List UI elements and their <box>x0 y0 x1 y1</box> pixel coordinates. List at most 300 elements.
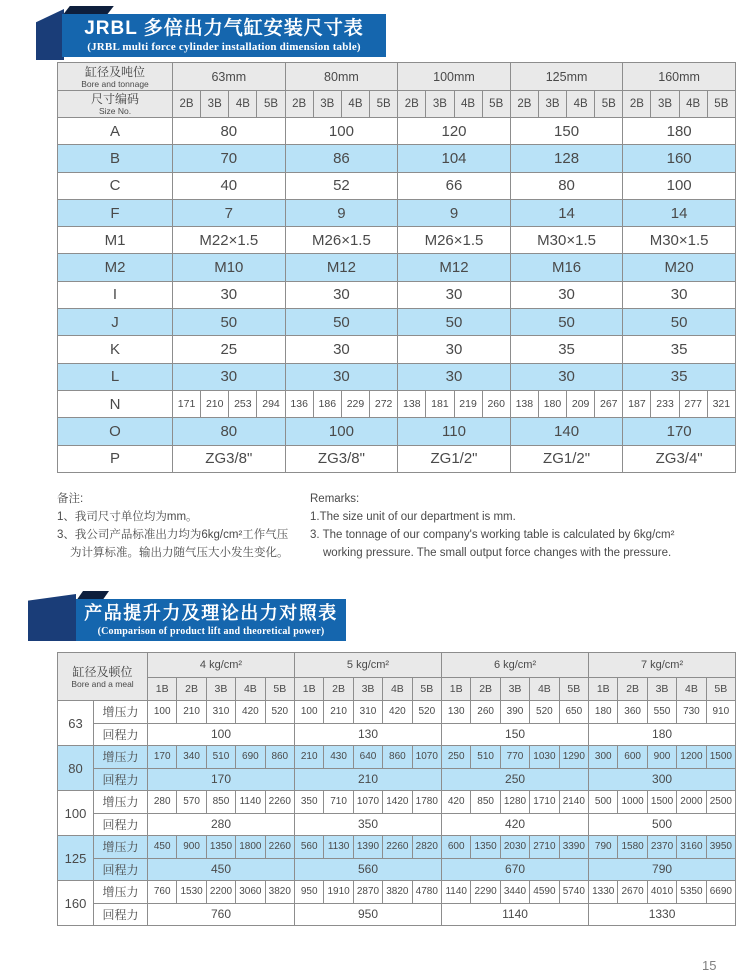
banner1-title-en: (JRBL multi force cylinder installation dimension table) <box>87 41 361 53</box>
row-label: M1 <box>58 227 173 254</box>
table1-row <box>58 254 736 281</box>
remark-zh-line: 3、我公司产品标准出力均为6kg/cm²工作气压 <box>57 529 289 541</box>
dim-value: M30×1.5 <box>510 227 623 254</box>
table2-boost-row <box>58 881 736 904</box>
boost-value: 2370 <box>647 836 676 859</box>
dim-value: 120 <box>398 118 511 145</box>
table2-header-row <box>58 653 736 678</box>
n-value: 321 <box>707 390 735 417</box>
dim-value: M12 <box>285 254 398 281</box>
lift-power-comparison-table <box>57 652 736 926</box>
dim-value: 25 <box>173 336 286 363</box>
table2-corner <box>58 653 148 701</box>
col-header-pressure: 7 kg/cm² <box>589 653 736 678</box>
page-number: 15 <box>702 958 717 972</box>
boost-value: 910 <box>706 701 735 724</box>
bore-label: 160 <box>58 881 94 926</box>
dim-value: 35 <box>623 336 736 363</box>
row-label: O <box>58 418 173 445</box>
n-value: 209 <box>567 390 595 417</box>
col-header-size-code: 5B <box>559 678 588 701</box>
boost-value: 2140 <box>559 791 588 814</box>
table2-boost-row <box>58 836 736 859</box>
boost-value: 6690 <box>706 881 735 904</box>
boost-value: 1350 <box>471 836 500 859</box>
col-header-size-code: 4B <box>229 91 257 118</box>
boost-value: 650 <box>559 701 588 724</box>
dim-value: 70 <box>173 145 286 172</box>
boost-value: 260 <box>471 701 500 724</box>
boost-value: 280 <box>148 791 177 814</box>
boost-value: 430 <box>324 746 353 769</box>
boost-value: 760 <box>148 881 177 904</box>
remark-zh-line: 备注: <box>57 493 84 505</box>
col-header-pressure: 6 kg/cm² <box>442 653 589 678</box>
dim-value: 50 <box>510 309 623 336</box>
col-header-size-code: 1B <box>148 678 177 701</box>
table2-return-row <box>58 723 736 746</box>
boost-value: 520 <box>265 701 294 724</box>
n-value: 277 <box>679 390 707 417</box>
dim-value: 104 <box>398 145 511 172</box>
force-type-label: 增压力 <box>94 791 148 814</box>
dim-value: 80 <box>510 172 623 199</box>
col-header-size-code: 3B <box>206 678 235 701</box>
dim-value: 50 <box>285 309 398 336</box>
boost-value: 1780 <box>412 791 441 814</box>
row-label: A <box>58 118 173 145</box>
col-header-size-code: 4B <box>383 678 412 701</box>
boost-value: 210 <box>324 701 353 724</box>
boost-value: 340 <box>177 746 206 769</box>
corner-label-en: Bore and a meal <box>71 678 134 689</box>
bore-label: 80 <box>58 746 94 791</box>
boost-value: 2670 <box>618 881 647 904</box>
n-value: 294 <box>257 390 285 417</box>
row-label: J <box>58 309 173 336</box>
force-type-label: 回程力 <box>94 903 148 926</box>
dim-value: 86 <box>285 145 398 172</box>
dim-value: ZG3/8" <box>173 445 286 472</box>
return-value: 420 <box>442 813 589 836</box>
boost-value: 600 <box>618 746 647 769</box>
col-header-size-code: 5B <box>265 678 294 701</box>
boost-value: 300 <box>589 746 618 769</box>
dim-value: 30 <box>623 281 736 308</box>
dim-value: ZG3/8" <box>285 445 398 472</box>
dim-value: M10 <box>173 254 286 281</box>
boost-value: 5740 <box>559 881 588 904</box>
return-value: 130 <box>295 723 442 746</box>
return-value: 170 <box>148 768 295 791</box>
dim-value: 7 <box>173 199 286 226</box>
boost-value: 770 <box>500 746 529 769</box>
boost-value: 710 <box>324 791 353 814</box>
dim-value: M26×1.5 <box>285 227 398 254</box>
dim-value: 52 <box>285 172 398 199</box>
dim-value: 110 <box>398 418 511 445</box>
col-header-size-code: 3B <box>647 678 676 701</box>
boost-value: 1140 <box>236 791 265 814</box>
col-header-size-code: 4B <box>567 91 595 118</box>
dim-value: 128 <box>510 145 623 172</box>
table1-row <box>58 145 736 172</box>
corner-label-zh: 缸径及吨位 <box>84 64 145 79</box>
boost-value: 1330 <box>589 881 618 904</box>
col-header-size-code: 3B <box>201 91 229 118</box>
boost-value: 100 <box>295 701 324 724</box>
table1-header-row <box>58 63 736 91</box>
boost-value: 180 <box>589 701 618 724</box>
table1-row <box>58 363 736 390</box>
n-value: 267 <box>595 390 623 417</box>
dim-value: 150 <box>510 118 623 145</box>
boost-value: 3950 <box>706 836 735 859</box>
corner-label-zh: 尺寸编码 <box>90 92 139 106</box>
boost-value: 850 <box>206 791 235 814</box>
boost-value: 2030 <box>500 836 529 859</box>
dim-value: 170 <box>623 418 736 445</box>
table2-subheader-row <box>58 678 736 701</box>
return-value: 670 <box>442 858 589 881</box>
n-value: 136 <box>285 390 313 417</box>
boost-value: 420 <box>442 791 471 814</box>
col-header-size-code: 2B <box>285 91 313 118</box>
boost-value: 210 <box>295 746 324 769</box>
boost-value: 420 <box>383 701 412 724</box>
boost-value: 950 <box>295 881 324 904</box>
remark-en-line: 3. The tonnage of our company's working table is calculated by 6kg/cm² <box>310 529 675 541</box>
n-value: 186 <box>313 390 341 417</box>
remark-zh-line: 为计算标准。输出力随气压大小发生变化。 <box>70 547 289 559</box>
col-header-size-code: 2B <box>471 678 500 701</box>
table2-return-row <box>58 858 736 881</box>
boost-value: 1910 <box>324 881 353 904</box>
boost-value: 2820 <box>412 836 441 859</box>
table1-row <box>58 281 736 308</box>
dim-value: M30×1.5 <box>623 227 736 254</box>
n-value: 272 <box>370 390 398 417</box>
table2-return-row <box>58 768 736 791</box>
boost-value: 390 <box>500 701 529 724</box>
dim-value: 30 <box>398 281 511 308</box>
row-label: L <box>58 363 173 390</box>
boost-value: 250 <box>442 746 471 769</box>
boost-value: 730 <box>677 701 706 724</box>
force-type-label: 增压力 <box>94 836 148 859</box>
dim-value: ZG1/2" <box>510 445 623 472</box>
col-header-size-code: 2B <box>173 91 201 118</box>
return-value: 760 <box>148 903 295 926</box>
boost-value: 2260 <box>383 836 412 859</box>
boost-value: 3060 <box>236 881 265 904</box>
force-type-label: 回程力 <box>94 768 148 791</box>
boost-value: 860 <box>265 746 294 769</box>
col-header-size-code: 4B <box>530 678 559 701</box>
remarks-block <box>57 490 735 562</box>
dim-value: 180 <box>623 118 736 145</box>
col-header-size-code: 3B <box>426 91 454 118</box>
boost-value: 2260 <box>265 836 294 859</box>
bore-label: 125 <box>58 836 94 881</box>
row-label: I <box>58 281 173 308</box>
dim-value: 30 <box>285 363 398 390</box>
banner2-title-en: (Comparison of product lift and theoretical power) <box>97 626 325 637</box>
row-label: F <box>58 199 173 226</box>
col-header-pressure: 4 kg/cm² <box>148 653 295 678</box>
dim-value: 30 <box>285 281 398 308</box>
table2-boost-row <box>58 746 736 769</box>
col-header-bore: 80mm <box>285 63 398 91</box>
installation-dimension-table <box>57 62 736 473</box>
boost-value: 2500 <box>706 791 735 814</box>
col-header-size-code: 5B <box>412 678 441 701</box>
col-header-size-code: 2B <box>618 678 647 701</box>
boost-value: 1500 <box>647 791 676 814</box>
table1-corner-top <box>58 63 173 91</box>
boost-value: 450 <box>148 836 177 859</box>
boost-value: 4780 <box>412 881 441 904</box>
table1-row <box>58 199 736 226</box>
n-value: 171 <box>173 390 201 417</box>
boost-value: 130 <box>442 701 471 724</box>
boost-value: 170 <box>148 746 177 769</box>
boost-value: 510 <box>471 746 500 769</box>
force-type-label: 增压力 <box>94 701 148 724</box>
dim-value: 100 <box>285 118 398 145</box>
boost-value: 520 <box>412 701 441 724</box>
n-value: 210 <box>201 390 229 417</box>
corner-label-en: Size No. <box>98 106 132 116</box>
boost-value: 500 <box>589 791 618 814</box>
col-header-size-code: 3B <box>353 678 382 701</box>
n-value: 260 <box>482 390 510 417</box>
n-value: 229 <box>341 390 369 417</box>
return-value: 500 <box>589 813 736 836</box>
return-value: 1140 <box>442 903 589 926</box>
return-value: 350 <box>295 813 442 836</box>
corner-label-zh: 缸径及顿位 <box>72 664 133 679</box>
boost-value: 310 <box>353 701 382 724</box>
return-value: 250 <box>442 768 589 791</box>
col-header-size-code: 4B <box>677 678 706 701</box>
boost-value: 1390 <box>353 836 382 859</box>
boost-value: 1140 <box>442 881 471 904</box>
force-type-label: 回程力 <box>94 813 148 836</box>
boost-value: 520 <box>530 701 559 724</box>
boost-value: 600 <box>442 836 471 859</box>
table2-boost-row <box>58 701 736 724</box>
boost-value: 3440 <box>500 881 529 904</box>
table1-subheader-row <box>58 91 736 118</box>
col-header-size-code: 2B <box>510 91 538 118</box>
table1-row <box>58 418 736 445</box>
col-header-size-code: 3B <box>651 91 679 118</box>
dim-value: 50 <box>173 309 286 336</box>
force-type-label: 回程力 <box>94 723 148 746</box>
dim-value: M12 <box>398 254 511 281</box>
remark-en-line: 1.The size unit of our department is mm. <box>310 511 516 523</box>
n-value: 180 <box>538 390 566 417</box>
col-header-size-code: 2B <box>324 678 353 701</box>
return-value: 210 <box>295 768 442 791</box>
banner1-title-zh: JRBL 多倍出力气缸安装尺寸表 <box>84 18 364 39</box>
boost-value: 210 <box>177 701 206 724</box>
boost-value: 1070 <box>412 746 441 769</box>
boost-value: 1000 <box>618 791 647 814</box>
row-label: N <box>58 390 173 417</box>
col-header-size-code: 4B <box>236 678 265 701</box>
dim-value: 30 <box>285 336 398 363</box>
dim-value: 9 <box>398 199 511 226</box>
force-type-label: 增压力 <box>94 746 148 769</box>
boost-value: 1420 <box>383 791 412 814</box>
col-header-size-code: 3B <box>500 678 529 701</box>
remarks-zh <box>57 490 310 562</box>
boost-value: 2290 <box>471 881 500 904</box>
col-header-size-code: 2B <box>623 91 651 118</box>
col-header-bore: 160mm <box>623 63 736 91</box>
boost-value: 3820 <box>265 881 294 904</box>
boost-value: 1800 <box>236 836 265 859</box>
boost-value: 1710 <box>530 791 559 814</box>
col-header-size-code: 5B <box>595 91 623 118</box>
col-header-size-code: 5B <box>370 91 398 118</box>
boost-value: 1580 <box>618 836 647 859</box>
col-header-size-code: 4B <box>341 91 369 118</box>
dim-value: 66 <box>398 172 511 199</box>
dim-value: 30 <box>173 281 286 308</box>
remark-zh-line: 1、我司尺寸单位均为mm。 <box>57 511 198 523</box>
boost-value: 2870 <box>353 881 382 904</box>
boost-value: 900 <box>177 836 206 859</box>
dim-value: 100 <box>285 418 398 445</box>
boost-value: 2200 <box>206 881 235 904</box>
boost-value: 640 <box>353 746 382 769</box>
boost-value: 100 <box>148 701 177 724</box>
return-value: 300 <box>589 768 736 791</box>
table1-row <box>58 172 736 199</box>
boost-value: 3160 <box>677 836 706 859</box>
boost-value: 2260 <box>265 791 294 814</box>
dim-value: 14 <box>510 199 623 226</box>
return-value: 790 <box>589 858 736 881</box>
force-type-label: 回程力 <box>94 858 148 881</box>
boost-value: 1500 <box>706 746 735 769</box>
boost-value: 560 <box>295 836 324 859</box>
col-header-size-code: 5B <box>257 91 285 118</box>
boost-value: 350 <box>295 791 324 814</box>
boost-value: 850 <box>471 791 500 814</box>
dim-value: 30 <box>398 363 511 390</box>
dim-value: 14 <box>623 199 736 226</box>
remark-en-line: working pressure. The small output force changes with the pressure. <box>323 547 672 559</box>
dim-value: 80 <box>173 418 286 445</box>
dim-value: 30 <box>510 281 623 308</box>
n-value: 138 <box>510 390 538 417</box>
boost-value: 2000 <box>677 791 706 814</box>
dim-value: 9 <box>285 199 398 226</box>
banner2-title-zh: 产品提升力及理论出力对照表 <box>84 603 338 623</box>
boost-value: 510 <box>206 746 235 769</box>
banner2 <box>76 599 346 641</box>
dim-value: 50 <box>398 309 511 336</box>
dim-value: 30 <box>398 336 511 363</box>
bore-label: 63 <box>58 701 94 746</box>
col-header-size-code: 5B <box>482 91 510 118</box>
boost-value: 3820 <box>383 881 412 904</box>
dim-value: ZG3/4" <box>623 445 736 472</box>
boost-value: 1030 <box>530 746 559 769</box>
dim-value: M16 <box>510 254 623 281</box>
boost-value: 860 <box>383 746 412 769</box>
boost-value: 790 <box>589 836 618 859</box>
row-label: K <box>58 336 173 363</box>
return-value: 100 <box>148 723 295 746</box>
col-header-size-code: 2B <box>398 91 426 118</box>
bore-label: 100 <box>58 791 94 836</box>
col-header-size-code: 1B <box>442 678 471 701</box>
table1-row <box>58 227 736 254</box>
return-value: 950 <box>295 903 442 926</box>
n-value: 219 <box>454 390 482 417</box>
boost-value: 2710 <box>530 836 559 859</box>
boost-value: 5350 <box>677 881 706 904</box>
col-header-size-code: 5B <box>706 678 735 701</box>
table1-row <box>58 336 736 363</box>
col-header-size-code: 4B <box>454 91 482 118</box>
corner-label-en: Bore and tonnage <box>81 78 149 89</box>
table1-row <box>58 309 736 336</box>
col-header-bore: 63mm <box>173 63 286 91</box>
col-header-size-code: 3B <box>538 91 566 118</box>
dim-value: 160 <box>623 145 736 172</box>
return-value: 280 <box>148 813 295 836</box>
col-header-bore: 125mm <box>510 63 623 91</box>
boost-value: 4590 <box>530 881 559 904</box>
boost-value: 1350 <box>206 836 235 859</box>
n-value: 233 <box>651 390 679 417</box>
col-header-size-code: 5B <box>707 91 735 118</box>
n-value: 253 <box>229 390 257 417</box>
table1-row <box>58 118 736 145</box>
col-header-size-code: 1B <box>295 678 324 701</box>
dim-value: 35 <box>510 336 623 363</box>
boost-value: 550 <box>647 701 676 724</box>
return-value: 180 <box>589 723 736 746</box>
return-value: 560 <box>295 858 442 881</box>
n-value: 181 <box>426 390 454 417</box>
return-value: 450 <box>148 858 295 881</box>
dim-value: ZG1/2" <box>398 445 511 472</box>
table1-corner-bottom <box>58 91 173 118</box>
table2-return-row <box>58 903 736 926</box>
banner1 <box>62 14 386 57</box>
boost-value: 1130 <box>324 836 353 859</box>
col-header-size-code: 2B <box>177 678 206 701</box>
dim-value: 35 <box>623 363 736 390</box>
boost-value: 1200 <box>677 746 706 769</box>
dim-value: M26×1.5 <box>398 227 511 254</box>
dim-value: 140 <box>510 418 623 445</box>
boost-value: 1070 <box>353 791 382 814</box>
dim-value: 80 <box>173 118 286 145</box>
return-value: 150 <box>442 723 589 746</box>
boost-value: 4010 <box>647 881 676 904</box>
boost-value: 900 <box>647 746 676 769</box>
row-label: C <box>58 172 173 199</box>
boost-value: 310 <box>206 701 235 724</box>
